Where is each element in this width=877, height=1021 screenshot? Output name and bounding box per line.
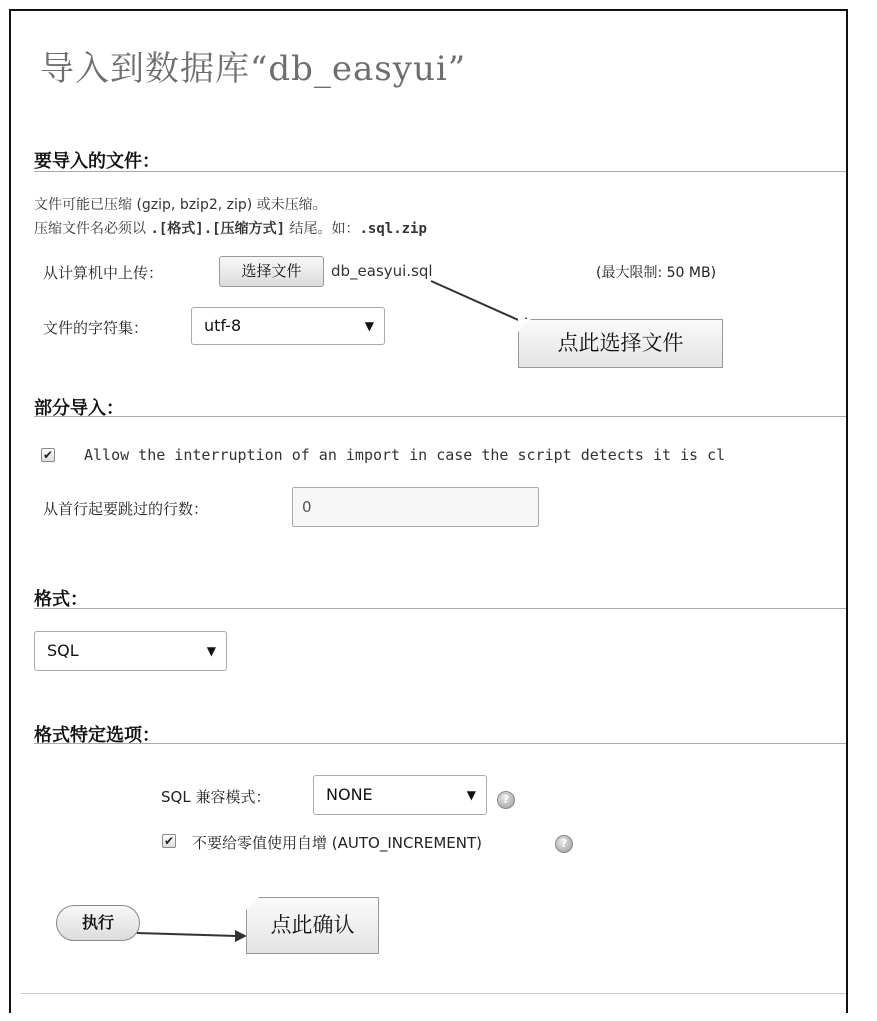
no-auto-value-help-icon[interactable]: ?: [555, 835, 573, 853]
section-heading-format: 格式：: [34, 589, 88, 610]
note-prefix: 压缩文件名必须以: [34, 221, 146, 237]
choose-file-button[interactable]: 选择文件: [219, 256, 324, 287]
go-button[interactable]: 执行: [56, 905, 140, 941]
section-divider: [34, 608, 846, 609]
sql-compat-value: NONE: [326, 785, 373, 804]
skip-rows-label: 从首行起要跳过的行数：: [43, 500, 209, 518]
skip-rows-input[interactable]: 0: [292, 487, 539, 527]
checkmark-icon: ✔: [163, 834, 175, 848]
sql-compat-label: SQL 兼容模式：: [161, 788, 271, 806]
dropdown-arrow-icon: ▼: [206, 644, 216, 658]
callout-fold: [518, 319, 531, 332]
sql-compat-select[interactable]: [313, 775, 487, 815]
callout-choose-file-text: 点此选择文件: [557, 331, 684, 355]
format-value: SQL: [47, 641, 79, 660]
no-auto-value-label: 不要给零值使用自增 (AUTO_INCREMENT): [192, 834, 483, 852]
format-select[interactable]: [34, 631, 227, 671]
footer-divider: [21, 993, 846, 994]
callout-fold: [246, 897, 259, 910]
sql-compat-help-icon[interactable]: ?: [497, 791, 515, 809]
note-format-pattern: .[格式].[压缩方式]: [150, 221, 286, 237]
section-divider: [34, 416, 846, 417]
section-heading-partial: 部分导入：: [34, 398, 124, 419]
dropdown-arrow-icon: ▼: [466, 788, 476, 802]
charset-label: 文件的字符集：: [43, 319, 149, 337]
callout-confirm-text: 点此确认: [270, 913, 355, 937]
upload-label: 从计算机中上传：: [43, 264, 164, 282]
section-heading-format-options: 格式特定选项：: [34, 725, 160, 746]
filename-requirement-note: [34, 218, 427, 238]
dropdown-arrow-icon: ▼: [364, 319, 374, 333]
section-heading-file: 要导入的文件：: [34, 151, 160, 172]
note-middle: 结尾。如：: [289, 221, 360, 237]
allow-interrupt-checkbox[interactable]: [41, 448, 55, 462]
callout-choose-file: [518, 319, 723, 368]
charset-select[interactable]: [191, 307, 385, 345]
section-divider: [34, 743, 846, 744]
checkmark-icon: ✔: [42, 448, 54, 462]
page-title: 导入到数据库“db_easyui”: [40, 49, 467, 89]
callout-confirm: [246, 897, 379, 954]
compression-note: 文件可能已压缩 (gzip, bzip2, zip) 或未压缩。: [34, 197, 327, 213]
chosen-file-name: db_easyui.sql: [331, 262, 433, 280]
allow-interrupt-label: Allow the interruption of an import in case the script detects it is cl: [84, 446, 726, 464]
max-size-note: (最大限制: 50 MB): [596, 265, 717, 281]
section-divider: [34, 171, 846, 172]
note-example: .sql.zip: [359, 221, 427, 237]
charset-value: utf-8: [204, 316, 242, 335]
no-auto-value-checkbox[interactable]: [162, 834, 176, 848]
import-panel: [9, 9, 848, 1013]
callout-arrow-confirm: [137, 923, 252, 945]
